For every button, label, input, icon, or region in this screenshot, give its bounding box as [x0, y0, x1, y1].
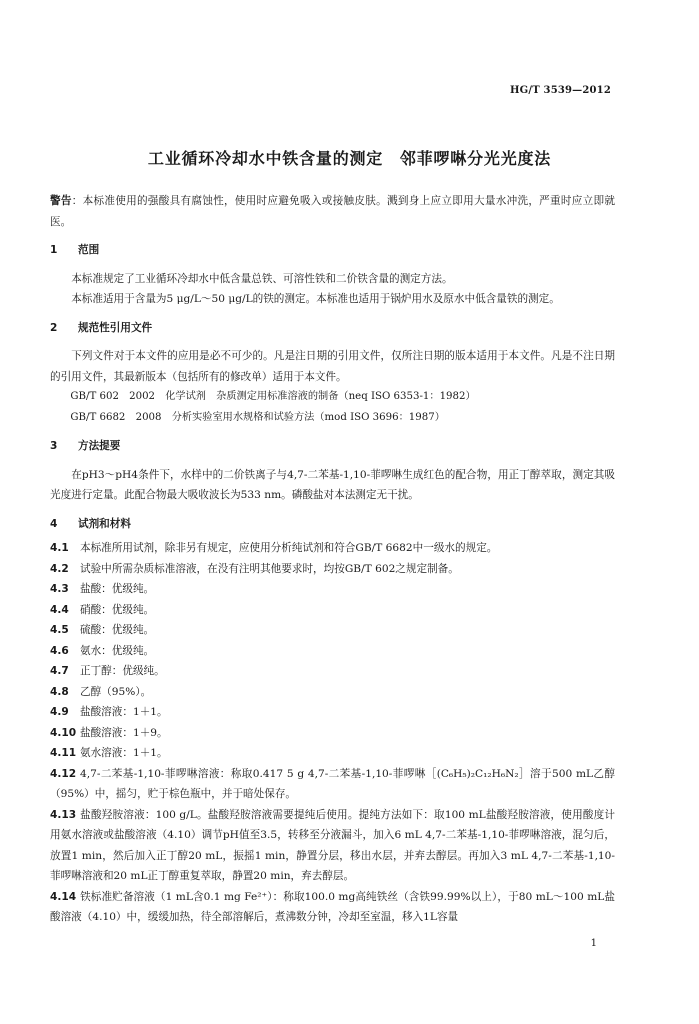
reference-item: GB/T 602 2002 化学试剂 杂质测定用标准溶液的制备（neq ISO 6353-1：1982） [70, 391, 476, 402]
section-heading [50, 514, 615, 535]
reagent-item [50, 538, 615, 559]
reagent-text: 铁标准贮备溶液（1 mL含0.1 mg Fe²⁺）：称取100.0 mg高纯铁丝（含铁99.99%以上），于80 mL～100 mL盐酸溶液（4.10）中，缓缓加热，待全部溶解后，煮沸数分钟，冷却至室温，移入1L容量 [50, 890, 615, 923]
references-intro: 下列文件对于本文件的应用是必不可少的。凡是注日期的引用文件，仅所注日期的版本适用于本文件。凡是不注日期的引用文件，其最新版本（包括所有的修改单）适用于本文件。 [50, 350, 615, 383]
scope-paragraph: 本标准适用于含量为5 μg/L～50 μg/L的铁的测定。本标准也适用于锅炉用水及原水中低含量铁的测定。 [71, 293, 560, 305]
reagent-text: 氨水溶液：1＋1。 [80, 747, 168, 759]
section-heading [50, 318, 615, 339]
reagent-number: 4.2 [50, 562, 69, 575]
reagent-number: 4.10 [50, 726, 77, 739]
reagent-item [50, 887, 615, 928]
reagent-text: 4,7-二苯基-1,10-菲啰啉溶液：称取0.417 5 g 4,7-二苯基-1,10-菲啰啉［(C₆H₅)₂C₁₂H₆N₂］溶于500 mL乙醇（95%）中，摇匀，贮于棕色瓶中，并于暗处保存。 [50, 767, 615, 800]
reagent-number: 4.9 [50, 706, 69, 718]
section-heading [50, 436, 615, 457]
reagent-number: 4.1 [50, 542, 69, 554]
reagent-number: 4.11 [50, 747, 77, 759]
section-number: 4 [50, 517, 58, 530]
reagent-text: 盐酸溶液：1＋1。 [80, 706, 168, 718]
reagent-text: 盐酸羟胺溶液：100 g/L。盐酸羟胺溶液需要提纯后使用。提纯方法如下：取100 mL盐酸羟胺溶液，使用酸度计用氨水溶液或盐酸溶液（4.10）调节pH值至3.5，转移至分液漏斗，加入6 mL 4,7-二苯基-1,10-菲啰啉溶液，混匀后，放置1 min，然后加入正丁醇20 mL，振摇1 min，静置分层，移出水层，并弃去醇层。再加入3 mL 4,7-二苯基-1,10-菲啰啉溶液和20 mL正丁醇重复萃取，静置20 min，弃去醇层。 [50, 808, 615, 882]
section-title: 试剂和材料 [78, 517, 131, 530]
reagent-number: 4.5 [50, 624, 69, 636]
section-title: 规范性引用文件 [78, 321, 153, 334]
reagent-item [50, 600, 615, 621]
section-title: 方法提要 [78, 440, 121, 452]
principle-paragraph: 在pH3～pH4条件下，水样中的二价铁离子与4,7-二苯基-1,10-菲啰啉生成红色的配合物，用正丁醇萃取，测定其吸光度进行定量。此配合物最大吸收波长为533 nm。磷酸盐对本法测定无干扰。 [50, 468, 615, 501]
standard-number: HG/T 3539—2012 [509, 85, 611, 96]
scope-paragraph: 本标准规定了工业循环冷却水中低含量总铁、可溶性铁和二价铁含量的测定方法。 [71, 272, 453, 285]
warning-text: ：本标准使用的强酸具有腐蚀性，使用时应避免吸入或接触皮肤。溅到身上应立即用大量水冲洗，严重时应立即就医。 [50, 195, 616, 228]
reagent-text: 试验中所需杂质标准溶液，在没有注明其他要求时，均按GB/T 602之规定制备。 [80, 562, 459, 575]
section-title: 范围 [78, 244, 100, 256]
reagent-item [50, 661, 615, 682]
reagent-item [50, 559, 615, 580]
reagent-text: 硫酸：优级纯。 [80, 624, 155, 636]
reagent-number: 4.7 [50, 665, 69, 677]
reagent-item [50, 579, 615, 600]
reagent-text: 氨水：优级纯。 [80, 644, 155, 657]
reagent-number: 4.12 [50, 767, 77, 780]
section-heading [50, 240, 615, 261]
warning-paragraph [50, 191, 615, 232]
warning-label: 警告 [50, 195, 72, 207]
reagent-number: 4.13 [50, 808, 77, 821]
reagent-item [50, 764, 615, 805]
reagent-number: 4.4 [50, 603, 69, 616]
reference-item: GB/T 6682 2008 分析实验室用水规格和试验方法（mod ISO 3696：1987） [70, 411, 445, 423]
document-body [50, 191, 615, 928]
reagent-text: 盐酸：优级纯。 [80, 583, 155, 595]
reagent-text: 乙醇（95%）。 [80, 685, 152, 698]
section-number: 3 [50, 440, 58, 452]
reagent-item [50, 702, 615, 723]
reagent-text: 正丁醇：优级纯。 [80, 665, 165, 677]
reagent-text: 本标准所用试剂，除非另有规定，应使用分析纯试剂和符合GB/T 6682中一级水的规定。 [80, 542, 498, 554]
reagent-item [50, 805, 615, 887]
reagent-text: 硝酸：优级纯。 [80, 603, 155, 616]
reagent-number: 4.6 [50, 644, 69, 657]
reagent-item [50, 723, 615, 744]
reagent-number: 4.3 [50, 583, 69, 595]
page-title: 工业循环冷却水中铁含量的测定 邻菲啰啉分光光度法 [147, 149, 552, 168]
reagent-number: 4.8 [50, 685, 69, 698]
reagent-item [50, 743, 615, 764]
reagent-text: 盐酸溶液：1＋9。 [80, 726, 168, 739]
reagent-item [50, 620, 615, 641]
reagent-item [50, 682, 615, 703]
reagent-number: 4.14 [50, 890, 77, 903]
section-number: 1 [50, 244, 58, 256]
page-number: 1 [590, 938, 597, 949]
reagent-item [50, 641, 615, 662]
section-number: 2 [50, 321, 58, 334]
